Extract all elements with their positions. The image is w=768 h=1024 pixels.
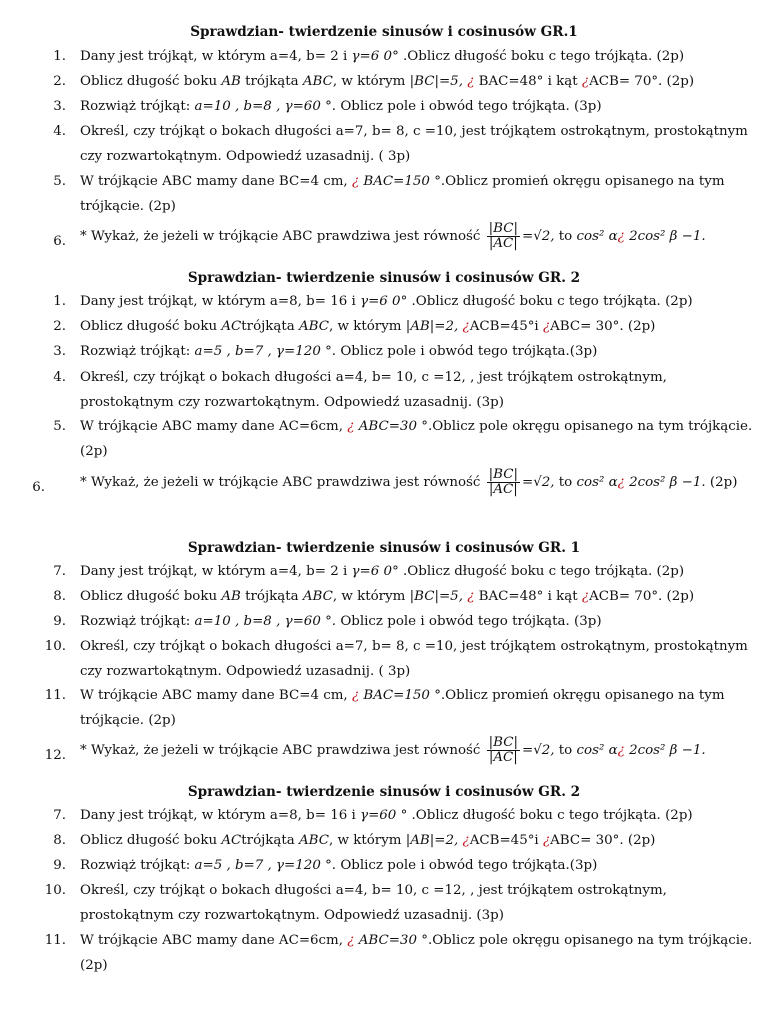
section-title: Sprawdzian- twierdzenie sinusów i cosinusów GR. 2 [187,270,581,286]
section-title: Sprawdzian- twierdzenie sinusów i cosinusów GR. 1 [187,540,581,556]
document-page: Sprawdzian- twierdzenie sinusów i cosinusów GR.1 1. Dany jest trójkąt, w którym a=4, b= 2 i γ=6 0° .Oblicz długość boku c tego trójkąta. (2p) 2. Oblicz długość boku AB trójkąta ABC, w którym |BC|=5, ¿ BAC=48° i kąt ¿ACB= 70°. (2p) 3. Rozwiąż trójkąt: a=10 , b=8 , γ=60 °. Oblicz pole i obwód tego trójkąta. (3p) 4. Określ, czy trójkąt o bokach długości a=7, b= 8, c =10, jest trójkątem ostrokątnym, prostokątnym czy rozwartokątnym. Odpowiedź uzasadnij. ( 3p) 5. W trójkącie ABC mamy dane BC=4 cm, ¿ BAC=150 °.Oblicz promień okręgu opisanego na tym trójkącie. (2p) 6. * Wykaż, że jeżeli w trójkącie ABC prawdziwa jest równość $\frac{|BC|}{|AC|}$ =√2, to cos² α¿ 2cos² β −1. Sprawdzian- twierdzenie sinusów i cosinusów GR. 2 1. Dany jest trójkąt, w którym a=8, b= 16 i γ=6 0° .Oblicz długość boku c tego trójkąta. (2p) 2. Oblicz długość boku ACtrójkąta ABC, w którym |AB|=2, ¿ACB=45°i ¿ABC= 30°. (2p) 3. Rozwiąż trójkąt: a=5 , b=7 , γ=120 °. Oblicz pole i obwód tego trójkąta.(3p) 4. Określ, czy trójkąt o bokach długości a=4, b= 10, c =12, , jest trójkątem ostrokątnym, prostokątnym czy rozwartokątnym. Odpowiedź uzasadnij. (3p) 5. W trójkącie ABC mamy dane AC=6cm, ¿ ABC=30 °.Oblicz pole okręgu opisanego na tym trójkącie. (2p) 6. * Wykaż, że jeżeli w trójkącie ABC prawdziwa jest równość $\frac{|BC|}{|AC|}$ =√2, to cos² α¿ 2cos² β −1. (2p) Sprawdzian- twierdzenie sinusów i cosinusów GR. 1 7. Dany jest trójkąt, w którym a=4, b= 2 i γ=6 0° .Oblicz długość boku c tego trójkąta. (2p) 8. Oblicz długość boku AB trójkąta ABC, w którym |BC|=5, ¿ BAC=48° i kąt ¿ACB= 70°. (2p) 9. Rozwiąż trójkąt: a=10 , b=8 , γ=60 °. Oblicz pole i obwód tego trójkąta. (3p) 10. Określ, czy trójkąt o bokach długości a=7, b= 8, c =10, jest trójkątem ostrokątnym, prostokątnym czy rozwartokątnym. Odpowiedź uzasadnij. ( 3p) 11. W trójkącie ABC mamy dane BC=4 cm, ¿ BAC=150 °.Oblicz promień okręgu opisanego na tym trójkącie. (2p) 12. * Wykaż, że jeżeli w trójkącie ABC prawdziwa jest równość $\frac{|BC|}{|AC|}$ =√2, to cos² α¿ 2cos² β −1. Sprawdzian- twierdzenie sinusów i cosinusów GR. 2 7. Dany jest trójkąt, w którym a=8, b= 16 i γ=60 ° .Oblicz długość boku c tego trójkąta. (2p) 8. Oblicz długość boku ACtrójkąta ABC, w którym |AB|=2, ¿ACB=45°i ¿ABC= 30°. (2p) 9. Rozwiąż trójkąt: a=5 , b=7 , γ=120 °. Oblicz pole i obwód tego trójkąta.(3p) 10. Określ, czy trójkąt o bokach długości a=4, b= 10, c =12, , jest trójkątem ostrokątnym, prostokątnym czy rozwartokątnym. Odpowiedź uzasadnij. (3p) 11. W trójkącie ABC mamy dane AC=6cm, ¿ ABC=30 °.Oblicz pole okręgu opisanego na tym trójkącie. (2p) [0,0,768,1024]
section-title: Sprawdzian- twierdzenie sinusów i cosinusów GR. 2 [187,784,581,800]
section-title: Sprawdzian- twierdzenie sinusów i cosinusów GR.1 [190,24,578,40]
